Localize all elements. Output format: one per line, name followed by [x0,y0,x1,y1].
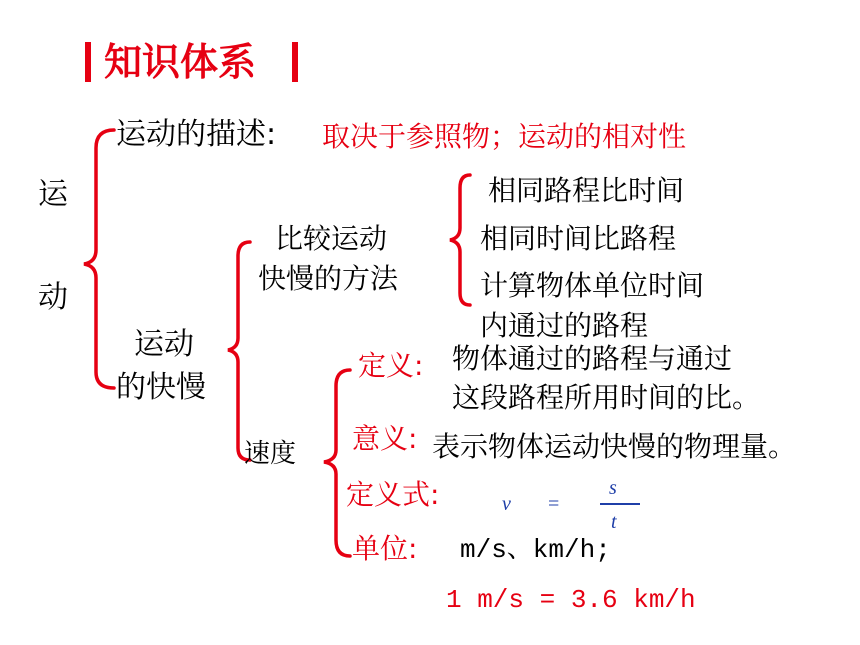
definition-label: 定义: [358,349,424,382]
unit-label: 单位: [352,532,418,565]
speed-of-motion-line-2: 的快慢 [116,370,206,405]
meaning-text: 表示物体运动快慢的物理量。 [432,430,797,463]
root-char-2: 动 [38,280,68,315]
method-1: 相同路程比时间 [488,174,685,207]
compare-line-1: 比较运动 [275,222,388,255]
speed-brace [324,370,350,556]
unit-values: m/s、km/h; [460,535,611,565]
page-title: 知识体系 [104,40,257,84]
formula-lhs: v [502,493,511,515]
compare-line-2: 快慢的方法 [258,262,399,295]
speed-of-motion-brace [228,242,250,460]
definition-line-1: 物体通过的路程与通过 [452,342,733,375]
root-char-1: 运 [38,177,68,212]
fraction-bar [600,503,640,505]
main-brace [84,130,114,388]
method-4: 内通过的路程 [480,309,649,342]
describe-detail: 取决于参照物；运动的相对性 [322,120,687,153]
formula-label: 定义式: [346,478,440,511]
formula-numerator: s [609,477,617,499]
speed-of-motion-line-1: 运动 [134,327,194,362]
meaning-label: 意义: [352,422,418,455]
method-2: 相同时间比路程 [480,222,677,255]
definition-line-2: 这段路程所用时间的比。 [452,381,761,414]
formula-equals: = [548,493,560,515]
speed-label: 速度 [244,439,297,469]
methods-brace [450,175,470,305]
formula-denominator: t [611,511,617,533]
describe-label: 运动的描述: [116,117,277,152]
unit-conversion: 1 m/s = 3.6 km/h [446,585,696,615]
method-3: 计算物体单位时间 [480,269,705,302]
